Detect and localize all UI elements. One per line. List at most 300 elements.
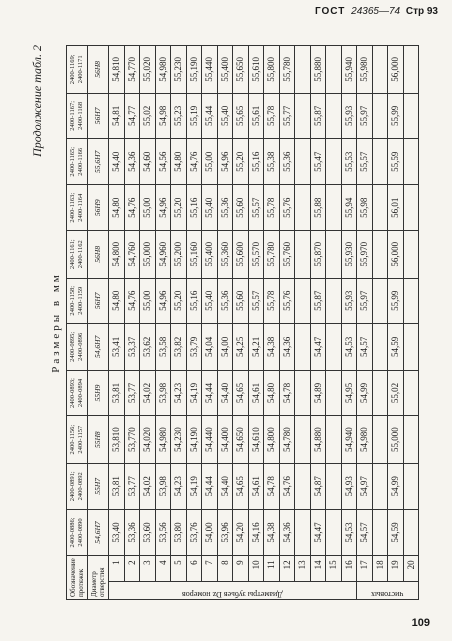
corner-bottom: Диаметр отверстия [88,556,109,600]
table-cell: 54,04 [202,323,218,370]
table-cell: 54,81 [109,93,125,138]
table-cell: 55,190 [186,46,202,94]
table-cell: 54,61 [248,370,264,416]
table-cell [295,93,311,138]
table-cell [295,509,311,556]
table-cell [372,509,388,556]
table-row [264,46,280,600]
table-row [388,46,404,600]
table-row [248,46,264,600]
table-cell [326,370,342,416]
table-cell: 54,02 [140,463,156,509]
table-cell: 54,980 [155,416,171,464]
side-label-final-cell [357,581,419,599]
table-cell [372,370,388,416]
row-index: 16 [341,556,357,581]
continuation-title: Продолжение табл. 2 [30,45,44,157]
table-cell: 54,190 [186,416,202,464]
table-cell [326,93,342,138]
table-row [310,46,326,600]
table-cell: 55,78 [264,185,280,230]
group-code: 2400-1167; 2400-1168 [67,93,88,138]
table-cell: 55,02 [140,93,156,138]
table-cell: 56,000 [388,230,404,278]
table-cell: 55,23 [171,93,187,138]
table-cell [403,278,419,323]
page-num: 93 [426,6,438,17]
table-cell: 54,980 [155,46,171,94]
table-cell: 54,47 [310,323,326,370]
group-class: 56H7 [88,278,109,323]
table-cell: 54,57 [357,509,373,556]
table-cell: 54,610 [248,416,264,464]
table-cell: 54,60 [140,139,156,185]
table-cell: 55,02 [388,370,404,416]
table-row [186,46,202,600]
group-code: 2400-0895; 2400-0896 [67,323,88,370]
table-cell: 55,230 [171,46,187,94]
table-cell: 54,65 [233,370,249,416]
rotated-table-page [30,45,416,600]
group-class: 55,6H7 [88,139,109,185]
table-cell: 53,80 [171,509,187,556]
table-cell: 54,99 [388,463,404,509]
table-row [171,46,187,600]
table-cell: 54,78 [264,463,280,509]
table-cell: 55,53 [341,139,357,185]
table-cell: 54,87 [310,463,326,509]
table-cell [326,323,342,370]
table-cell: 55,760 [279,230,295,278]
group-class: 56H8 [88,46,109,94]
table-cell: 54,760 [124,230,140,278]
table-row [202,46,218,600]
table-cell: 55,000 [388,416,404,464]
table-cell: 53,56 [155,509,171,556]
table-cell: 55,570 [248,230,264,278]
group-code: 2400-1165; 2400-1166 [67,139,88,185]
table-cell [403,509,419,556]
table-cell: 55,77 [279,93,295,138]
table-row [372,46,388,600]
table-cell [372,463,388,509]
table-cell: 55,16 [248,139,264,185]
group-code: 2400-0886; 2400-0890 [67,509,88,556]
table-row [124,46,140,600]
table-cell [295,46,311,94]
table-cell [295,416,311,464]
table-cell: 54,02 [140,370,156,416]
table-cell: 53,40 [109,509,125,556]
table-cell: 54,99 [357,370,373,416]
table-cell: 53,81 [109,370,125,416]
table-cell: 55,00 [202,139,218,185]
table-cell: 55,360 [217,230,233,278]
table-row [357,46,373,600]
table-cell: 54,95 [341,370,357,416]
table-cell: 55,00 [140,278,156,323]
table-cell: 55,16 [186,185,202,230]
table-cell [326,230,342,278]
table-cell: 55,880 [310,46,326,94]
group-class: 55H8 [88,416,109,464]
table-cell: 53,770 [124,416,140,464]
table-cell: 55,99 [388,93,404,138]
table-cell: 55,60 [233,185,249,230]
table-cell: 55,78 [264,278,280,323]
row-index: 5 [171,556,187,581]
table-cell: 54,940 [341,416,357,464]
table-cell: 54,36 [279,509,295,556]
table-cell: 53,98 [155,370,171,416]
table-cell: 55,88 [310,185,326,230]
table-row [403,46,419,600]
table-cell: 55,780 [279,46,295,94]
table-cell: 54,800 [109,230,125,278]
table-cell: 54,20 [233,509,249,556]
table-cell [326,509,342,556]
row-index: 9 [233,556,249,581]
group-code: 2400-1163; 2400-1164 [67,185,88,230]
table-cell: 55,78 [264,93,280,138]
table-cell: 54,93 [341,463,357,509]
table-cell: 54,80 [171,139,187,185]
group-class: 56H9 [88,185,109,230]
group-code: 2400-1156; 2400-1157 [67,416,88,464]
table-cell: 54,80 [109,278,125,323]
table-cell [403,416,419,464]
table-row [295,46,311,600]
table-cell: 54,96 [155,278,171,323]
table-cell: 55,20 [171,185,187,230]
page-header [315,6,438,17]
table-row [279,46,295,600]
table-cell: 53,77 [124,463,140,509]
table-cell: 55,19 [186,93,202,138]
table-cell: 54,25 [233,323,249,370]
row-index: 12 [279,556,295,581]
table-cell [326,185,342,230]
table-cell: 54,23 [171,370,187,416]
table-cell: 53,81 [109,463,125,509]
code-row [67,46,88,600]
row-index: 1 [109,556,125,581]
table-cell: 55,87 [310,93,326,138]
table-cell: 54,40 [217,370,233,416]
table-cell: 55,97 [357,93,373,138]
dimensions-caption: Размеры в мм [50,272,62,373]
table-cell: 54,53 [341,323,357,370]
table-cell: 54,980 [357,416,373,464]
standard-number: 24365—74 [351,6,401,17]
side-label: Диаметры зубьев Dz номеров [182,590,283,599]
table-cell [403,370,419,416]
group-class: 56H8 [88,230,109,278]
table-cell [372,278,388,323]
table-cell: 54,96 [217,139,233,185]
table-cell [295,185,311,230]
table-cell: 55,400 [202,230,218,278]
table-cell: 55,16 [186,278,202,323]
table-cell: 55,020 [140,46,156,94]
table-cell: 54,76 [279,463,295,509]
table-cell: 55,970 [357,230,373,278]
table-cell: 55,76 [279,185,295,230]
group-class: 54,6H7 [88,509,109,556]
table-cell: 53,58 [155,323,171,370]
table-cell [295,323,311,370]
table-cell [326,463,342,509]
table-cell: 53,41 [109,323,125,370]
table-cell [295,463,311,509]
group-class: 56H7 [88,93,109,138]
table-cell: 53,96 [217,509,233,556]
table-row [217,46,233,600]
table-cell: 56,01 [388,185,404,230]
table-cell: 55,440 [202,46,218,94]
table-cell: 54,80 [109,185,125,230]
table-cell: 55,780 [264,230,280,278]
table-cell [326,416,342,464]
table-cell: 54,780 [279,416,295,464]
table-cell [403,463,419,509]
table-cell: 54,960 [155,230,171,278]
table-cell: 54,880 [310,416,326,464]
table-cell: 55,57 [357,139,373,185]
table-cell: 54,19 [186,463,202,509]
table-row [155,46,171,600]
table-cell: 53,98 [155,463,171,509]
table-cell [372,139,388,185]
table-cell: 54,47 [310,509,326,556]
row-index: 14 [310,556,326,581]
table-cell: 54,23 [171,463,187,509]
table-cell: 55,65 [233,93,249,138]
table-cell: 55,36 [217,278,233,323]
table-cell: 55,200 [171,230,187,278]
table-row [140,46,156,600]
table-cell: 54,59 [388,323,404,370]
table-cell: 54,19 [186,370,202,416]
table-cell: 53,810 [109,416,125,464]
table-cell: 56,000 [388,46,404,94]
table-cell: 54,96 [155,185,171,230]
table-cell [372,323,388,370]
row-index: 6 [186,556,202,581]
table-cell [295,139,311,185]
table-cell [403,46,419,94]
table-cell: 55,610 [248,46,264,94]
table-cell [403,93,419,138]
table-cell [403,230,419,278]
row-index: 8 [217,556,233,581]
table-cell: 53,76 [186,509,202,556]
group-class: 55H9 [88,370,109,416]
row-index: 10 [248,556,264,581]
table-row [341,46,357,600]
table-cell: 55,980 [357,46,373,94]
table-cell: 54,40 [217,463,233,509]
table-cell: 54,53 [341,509,357,556]
table-cell [326,278,342,323]
table-cell: 54,36 [124,139,140,185]
table-cell: 55,87 [310,278,326,323]
table-cell: 53,82 [171,323,187,370]
table-cell: 53,77 [124,370,140,416]
table-cell: 55,400 [217,46,233,94]
table-cell: 55,930 [341,230,357,278]
side-label-cell [109,581,357,599]
table-cell: 55,40 [217,93,233,138]
table-cell: 55,00 [140,185,156,230]
table-cell: 55,800 [264,46,280,94]
table-cell: 54,38 [264,323,280,370]
table-cell: 55,76 [279,278,295,323]
table-cell: 54,77 [124,93,140,138]
table-body [109,46,419,600]
row-index: 17 [357,556,373,581]
row-index: 2 [124,556,140,581]
table-cell: 54,00 [202,509,218,556]
table-cell: 54,76 [124,278,140,323]
table-cell: 55,93 [341,278,357,323]
table-cell: 54,21 [248,323,264,370]
row-index: 19 [388,556,404,581]
table-cell: 53,36 [124,509,140,556]
row-index: 18 [372,556,388,581]
row-index: 20 [403,556,419,581]
table-cell: 55,20 [171,278,187,323]
table-cell: 55,47 [310,139,326,185]
side-label-final: чистовых [371,590,404,599]
row-index: 11 [264,556,280,581]
table-cell: 54,76 [124,185,140,230]
table-cell: 54,00 [217,323,233,370]
table-cell: 54,97 [357,463,373,509]
table-cell: 54,44 [202,463,218,509]
table-cell: 55,40 [202,185,218,230]
row-index: 4 [155,556,171,581]
table-cell: 53,60 [140,509,156,556]
table-cell: 55,59 [388,139,404,185]
table-cell: 55,57 [248,185,264,230]
group-class: 54,6H7 [88,323,109,370]
row-index: 15 [326,556,342,581]
gost-label: ГОСТ [314,6,346,17]
table-cell: 54,61 [248,463,264,509]
table-cell: 54,800 [264,416,280,464]
corner-top: Обозначение протяжек [67,556,88,600]
group-code: 2400-1169; 2400-1171 [67,46,88,94]
group-code: 2400-0893; 2400-0894 [67,370,88,416]
table-cell [372,230,388,278]
table-cell: 54,650 [233,416,249,464]
table-cell: 54,44 [202,370,218,416]
group-code: 2400-1161; 2400-1162 [67,230,88,278]
table-cell: 54,40 [109,139,125,185]
table-cell [295,278,311,323]
table-cell: 54,230 [171,416,187,464]
dimensions-table [66,45,419,600]
group-code: 2400-1158; 2400-1159 [67,278,88,323]
table-cell: 55,36 [279,139,295,185]
table-cell [372,185,388,230]
row-index: 3 [140,556,156,581]
table-cell: 55,650 [233,46,249,94]
table-cell: 55,99 [388,278,404,323]
page-number: 109 [411,617,430,629]
row-index: 13 [295,556,311,581]
table-cell: 55,94 [341,185,357,230]
table-cell: 55,36 [217,185,233,230]
table-cell: 54,770 [124,46,140,94]
table-cell: 54,59 [388,509,404,556]
table-cell: 55,000 [140,230,156,278]
table-cell: 53,79 [186,323,202,370]
table-cell: 54,38 [264,509,280,556]
table-cell: 53,62 [140,323,156,370]
table-cell: 54,98 [155,93,171,138]
table-cell: 54,76 [186,139,202,185]
table-cell: 54,16 [248,509,264,556]
table-cell: 55,38 [264,139,280,185]
table-cell: 54,400 [217,416,233,464]
table-cell [372,93,388,138]
table-cell [372,46,388,94]
table-cell: 53,37 [124,323,140,370]
table-cell: 54,65 [233,463,249,509]
table-cell: 55,93 [341,93,357,138]
table-cell [326,46,342,94]
table-cell: 55,97 [357,278,373,323]
table-cell: 55,44 [202,93,218,138]
row-index: 7 [202,556,218,581]
table-cell [403,139,419,185]
table-row [233,46,249,600]
group-class: 55H7 [88,463,109,509]
table-cell: 55,57 [248,278,264,323]
table-cell: 55,940 [341,46,357,94]
table-cell: 54,020 [140,416,156,464]
table-cell [403,323,419,370]
table-cell: 55,60 [233,278,249,323]
table-cell: 55,61 [248,93,264,138]
table-cell: 54,89 [310,370,326,416]
table-cell: 54,57 [357,323,373,370]
table-cell [403,185,419,230]
table-cell: 55,870 [310,230,326,278]
table-cell: 55,98 [357,185,373,230]
table-cell [295,230,311,278]
table-cell: 55,20 [233,139,249,185]
table-cell [295,370,311,416]
table-cell: 54,36 [279,323,295,370]
table-cell: 55,40 [202,278,218,323]
table-cell: 55,600 [233,230,249,278]
class-row [88,46,109,600]
table-cell: 55,160 [186,230,202,278]
table-row [109,46,125,600]
page-label: Стр [405,6,425,17]
table-cell: 54,810 [109,46,125,94]
table-cell [372,416,388,464]
group-code: 2400-0891; 2400-0892 [67,463,88,509]
table-cell: 54,78 [279,370,295,416]
table-row [326,46,342,600]
table-cell: 54,80 [264,370,280,416]
table-cell [326,139,342,185]
table-cell: 54,440 [202,416,218,464]
